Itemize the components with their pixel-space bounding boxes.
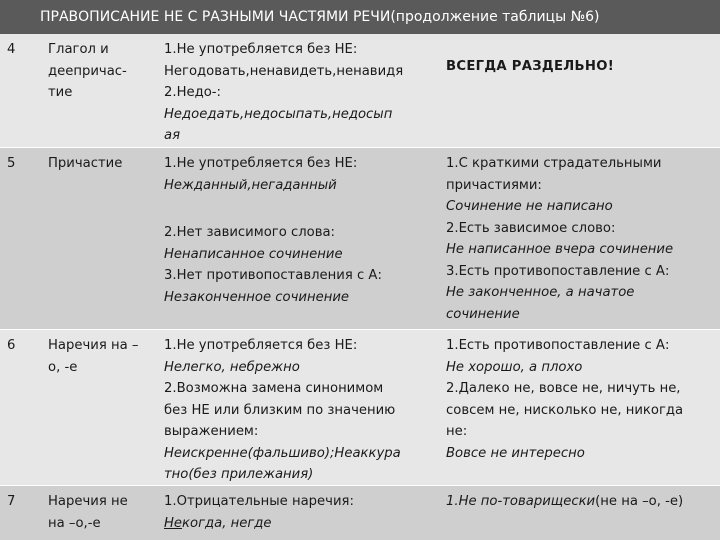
negative-adverb-examples: Некогда, негде: [164, 515, 272, 531]
row-number: 4: [7, 42, 16, 57]
part-of-speech: Глагол и деепричас- тие: [48, 42, 127, 100]
together-rule: 1.Не употребляется без НЕ: Нежданный,негаданный 2.Нет зависимого слова: Ненаписанное сочинение 3.Нет противопоставления с А: Незаконченное сочинение: [164, 156, 382, 305]
page-title: ПРАВОПИСАНИЕ НЕ С РАЗНЫМИ ЧАСТЯМИ РЕЧИ(продолжение таблицы №6): [0, 0, 720, 34]
separate-rule: 1.Есть противопоставление с А: Не хорошо, а плохо 2.Далеко не, вовсе не, ничуть не, совсем не, нисколько не, никогда не: Вовсе не интересно: [446, 338, 684, 461]
row-number: 7: [7, 494, 16, 509]
separate-rule: 1.С краткими страдательными причастиями: Сочинение не написано 2.Есть зависимое слово: Не написанное вчера сочинение 3.Есть противопоставление с А: Не законченное, а начатое сочинение: [446, 156, 674, 322]
together-rule: 1.Не употребляется без НЕ: Негодовать,ненавидеть,ненавидя 2.Недо-: Недоедать,недосыпать,недосып ая: [164, 42, 404, 143]
row-number: 6: [7, 338, 16, 353]
row-number: 5: [7, 156, 16, 171]
separate-rule: 1.Не по-товарищески(не на –о, -е): [446, 494, 684, 509]
part-of-speech: Наречия не на –о,-е: [48, 494, 128, 531]
table-row: [0, 330, 720, 486]
table-row: [0, 34, 720, 148]
part-of-speech: Причастие: [48, 156, 123, 171]
table-row: [0, 148, 720, 330]
together-rule: 1.Не употребляется без НЕ: Нелегко, небрежно 2.Возможна замена синонимом без НЕ или близким по значению выражением: Неискренне(фальшиво);Неаккура тно(без прилежания): [164, 338, 401, 482]
table-row: [0, 486, 720, 540]
together-rule: 1.Отрицательные наречия: Некогда, негде: [164, 486, 434, 534]
part-of-speech: Наречия на – о, -е: [48, 338, 139, 375]
separate-rule: ВСЕГДА РАЗДЕЛЬНО!: [446, 59, 615, 74]
